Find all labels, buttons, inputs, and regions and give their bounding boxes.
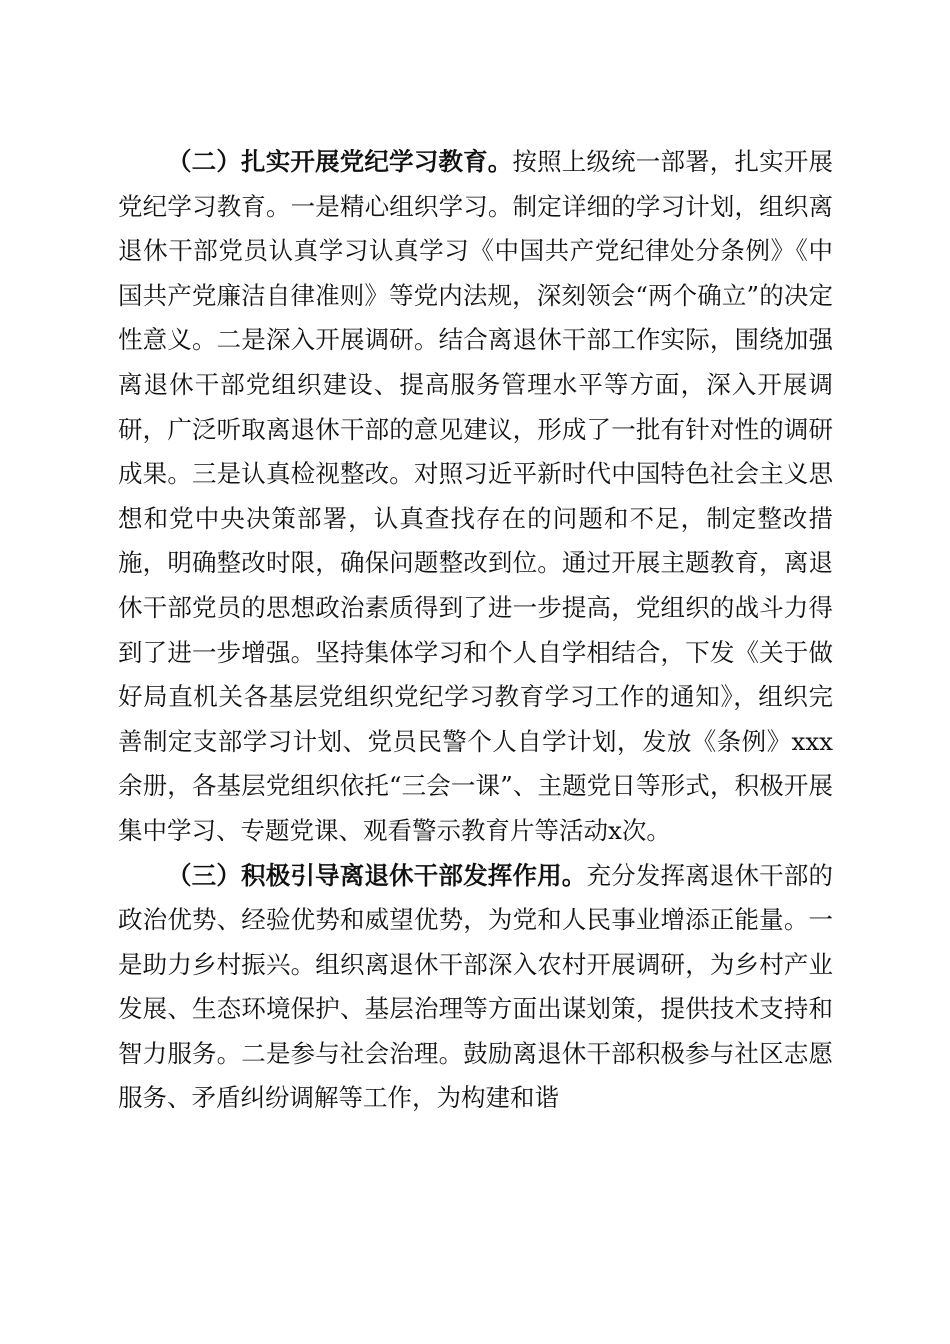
paragraph-party-discipline-education xyxy=(118,140,833,854)
paragraph-heading: （二）扎实开展党纪学习教育。 xyxy=(167,147,513,176)
paragraph-retired-cadres-role xyxy=(118,854,833,1122)
paragraph-text: 按照上级统一部署，扎实开展党纪学习教育。一是精心组织学习。制定详细的学习计划，组织离退休干部党员认真学习认真学习《中国共产党纪律处分条例》《中国共产党廉洁自律准则》等党内法规，深刻领会“两个确立”的决定性意义。二是深入开展调研。结合离退休干部工作实际，围绕加强离退休干部党组织建设、提高服务管理水平等方面，深入开展调研，广泛听取离退休干部的意见建议，形成了一批有针对性的调研成果。三是认真检视整改。对照习近平新时代中国特色社会主义思想和党中央决策部署，认真查找存在的问题和不足，制定整改措施，明确整改时限，确保问题整改到位。通过开展主题教育，离退休干部党员的思想政治素质得到了进一步提高，党组织的战斗力得到了进一步增强。坚持集体学习和个人自学相结合，下发《关于做好局直机关各基层党组织党纪学习教育学习工作的通知》，组织完善制定支部学习计划、党员民警个人自学计划，发放《条例》xxx余册，各基层党组织依托“三会一课”、主题党日等形式，积极开展集中学习、专题党课、观看警示教育片等活动x次。 xyxy=(118,147,833,845)
document-body xyxy=(118,140,833,1121)
paragraph-heading: （三）积极引导离退休干部发挥作用。 xyxy=(167,860,587,890)
paragraph-text: 充分发挥离退休干部的政治优势、经验优势和威望优势，为党和人民事业增添正能量。一是助力乡村振兴。组织离退休干部深入农村开展调研，为乡村产业发展、生态环境保护、基层治理等方面出谋划策，提供技术支持和智力服务。二是参与社会治理。鼓励离退休干部积极参与社区志愿服务、矛盾纠纷调解等工作，为构建和谐 xyxy=(118,860,834,1113)
